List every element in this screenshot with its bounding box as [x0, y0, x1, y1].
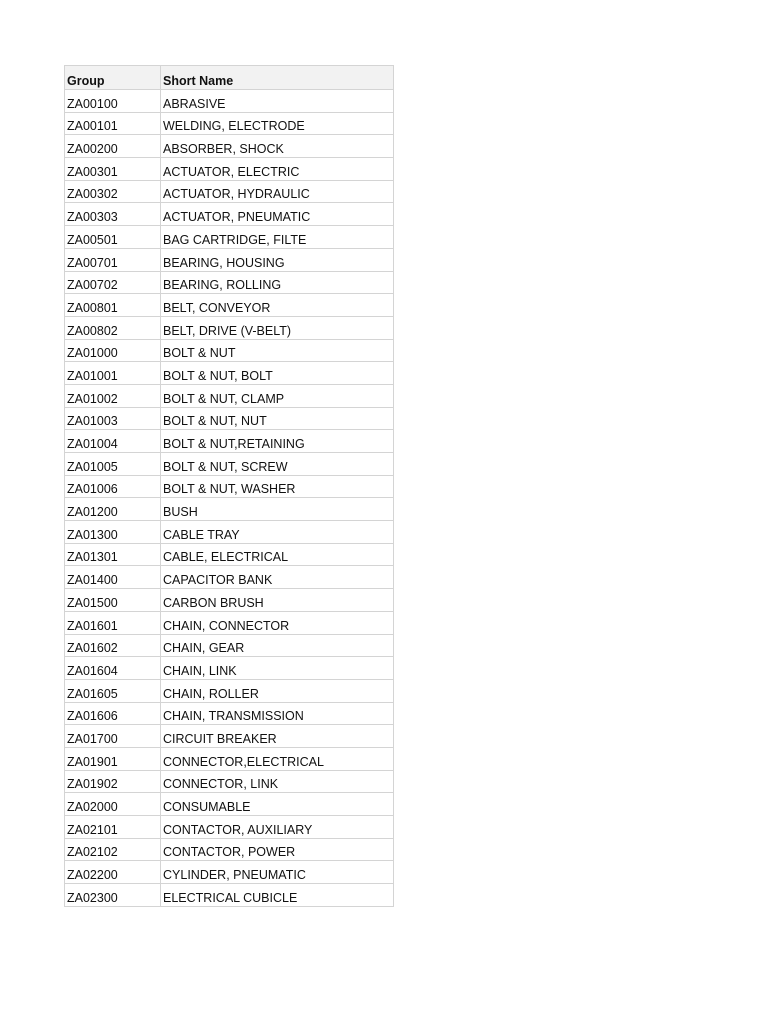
short-name-cell: CONNECTOR,ELECTRICAL: [161, 747, 394, 770]
short-name-cell: ACTUATOR, PNEUMATIC: [161, 203, 394, 226]
table-row: [65, 112, 394, 135]
short-name-cell: ABRASIVE: [161, 90, 394, 113]
table-row: [65, 725, 394, 748]
group-code-cell: ZA00101: [65, 112, 161, 135]
table-row: [65, 407, 394, 430]
table-row: [65, 543, 394, 566]
group-code-cell: ZA02000: [65, 793, 161, 816]
short-name-cell: BUSH: [161, 498, 394, 521]
table-row: [65, 747, 394, 770]
group-code-cell: ZA01604: [65, 657, 161, 680]
table-row: [65, 611, 394, 634]
group-code-cell: ZA01000: [65, 339, 161, 362]
table-row: [65, 884, 394, 907]
short-name-cell: CAPACITOR BANK: [161, 566, 394, 589]
table-row: [65, 861, 394, 884]
table-row: [65, 838, 394, 861]
table-row: [65, 498, 394, 521]
short-name-cell: ABSORBER, SHOCK: [161, 135, 394, 158]
group-code-cell: ZA02102: [65, 838, 161, 861]
short-name-cell: BOLT & NUT, SCREW: [161, 453, 394, 476]
table-row: [65, 702, 394, 725]
short-name-cell: BOLT & NUT, BOLT: [161, 362, 394, 385]
short-name-cell: WELDING, ELECTRODE: [161, 112, 394, 135]
group-code-cell: ZA02300: [65, 884, 161, 907]
group-code-cell: ZA02101: [65, 816, 161, 839]
short-name-cell: CIRCUIT BREAKER: [161, 725, 394, 748]
group-code-cell: ZA00302: [65, 180, 161, 203]
group-code-cell: ZA00100: [65, 90, 161, 113]
short-name-cell: ACTUATOR, ELECTRIC: [161, 158, 394, 181]
short-name-cell: BOLT & NUT,RETAINING: [161, 430, 394, 453]
group-code-cell: ZA01400: [65, 566, 161, 589]
short-name-cell: BOLT & NUT: [161, 339, 394, 362]
table-row: [65, 634, 394, 657]
short-name-cell: CYLINDER, PNEUMATIC: [161, 861, 394, 884]
short-name-cell: ELECTRICAL CUBICLE: [161, 884, 394, 907]
table-row: [65, 384, 394, 407]
group-code-cell: ZA01003: [65, 407, 161, 430]
short-name-cell: CHAIN, TRANSMISSION: [161, 702, 394, 725]
table-body: [65, 90, 394, 907]
group-code-cell: ZA01005: [65, 453, 161, 476]
group-code-cell: ZA01602: [65, 634, 161, 657]
group-code-cell: ZA01902: [65, 770, 161, 793]
table-row: [65, 294, 394, 317]
short-name-cell: BELT, DRIVE (V-BELT): [161, 316, 394, 339]
table-row: [65, 135, 394, 158]
table-row: [65, 362, 394, 385]
short-name-cell: ACTUATOR, HYDRAULIC: [161, 180, 394, 203]
table-row: [65, 816, 394, 839]
table-row: [65, 90, 394, 113]
table-row: [65, 793, 394, 816]
group-code-cell: ZA01700: [65, 725, 161, 748]
table-row: [65, 203, 394, 226]
table-row: [65, 339, 394, 362]
table-row: [65, 566, 394, 589]
short-name-cell: CHAIN, ROLLER: [161, 679, 394, 702]
group-table: [64, 65, 394, 907]
short-name-cell: CHAIN, GEAR: [161, 634, 394, 657]
table-row: [65, 248, 394, 271]
header-row: [65, 66, 394, 90]
table-row: [65, 430, 394, 453]
table-row: [65, 158, 394, 181]
table-row: [65, 657, 394, 680]
group-code-cell: ZA01004: [65, 430, 161, 453]
short-name-cell: BOLT & NUT, WASHER: [161, 475, 394, 498]
short-name-cell: CHAIN, LINK: [161, 657, 394, 680]
short-name-cell: BELT, CONVEYOR: [161, 294, 394, 317]
table-row: [65, 453, 394, 476]
short-name-cell: BAG CARTRIDGE, FILTE: [161, 226, 394, 249]
group-code-cell: ZA01606: [65, 702, 161, 725]
table-row: [65, 316, 394, 339]
table-row: [65, 679, 394, 702]
short-name-cell: BOLT & NUT, NUT: [161, 407, 394, 430]
group-code-cell: ZA01006: [65, 475, 161, 498]
group-code-cell: ZA00702: [65, 271, 161, 294]
group-code-cell: ZA01001: [65, 362, 161, 385]
short-name-cell: CONTACTOR, AUXILIARY: [161, 816, 394, 839]
group-code-cell: ZA00200: [65, 135, 161, 158]
header-short-name: Short Name: [161, 66, 394, 90]
table-row: [65, 589, 394, 612]
table-row: [65, 271, 394, 294]
group-code-cell: ZA00301: [65, 158, 161, 181]
short-name-cell: CONTACTOR, POWER: [161, 838, 394, 861]
table-row: [65, 226, 394, 249]
group-code-cell: ZA01901: [65, 747, 161, 770]
table-row: [65, 475, 394, 498]
group-code-cell: ZA01200: [65, 498, 161, 521]
short-name-cell: CONNECTOR, LINK: [161, 770, 394, 793]
group-code-cell: ZA01605: [65, 679, 161, 702]
table-row: [65, 180, 394, 203]
group-code-cell: ZA01301: [65, 543, 161, 566]
group-code-cell: ZA00801: [65, 294, 161, 317]
short-name-cell: BEARING, ROLLING: [161, 271, 394, 294]
short-name-cell: CABLE, ELECTRICAL: [161, 543, 394, 566]
group-code-cell: ZA02200: [65, 861, 161, 884]
group-code-cell: ZA00802: [65, 316, 161, 339]
group-code-cell: ZA00701: [65, 248, 161, 271]
short-name-cell: BOLT & NUT, CLAMP: [161, 384, 394, 407]
group-code-cell: ZA00303: [65, 203, 161, 226]
group-code-cell: ZA01500: [65, 589, 161, 612]
short-name-cell: CABLE TRAY: [161, 521, 394, 544]
table-row: [65, 770, 394, 793]
group-code-cell: ZA01601: [65, 611, 161, 634]
group-code-cell: ZA00501: [65, 226, 161, 249]
short-name-cell: CARBON BRUSH: [161, 589, 394, 612]
short-name-cell: CHAIN, CONNECTOR: [161, 611, 394, 634]
group-code-cell: ZA01002: [65, 384, 161, 407]
short-name-cell: CONSUMABLE: [161, 793, 394, 816]
group-code-cell: ZA01300: [65, 521, 161, 544]
table-row: [65, 521, 394, 544]
short-name-cell: BEARING, HOUSING: [161, 248, 394, 271]
header-group: Group: [65, 66, 161, 90]
